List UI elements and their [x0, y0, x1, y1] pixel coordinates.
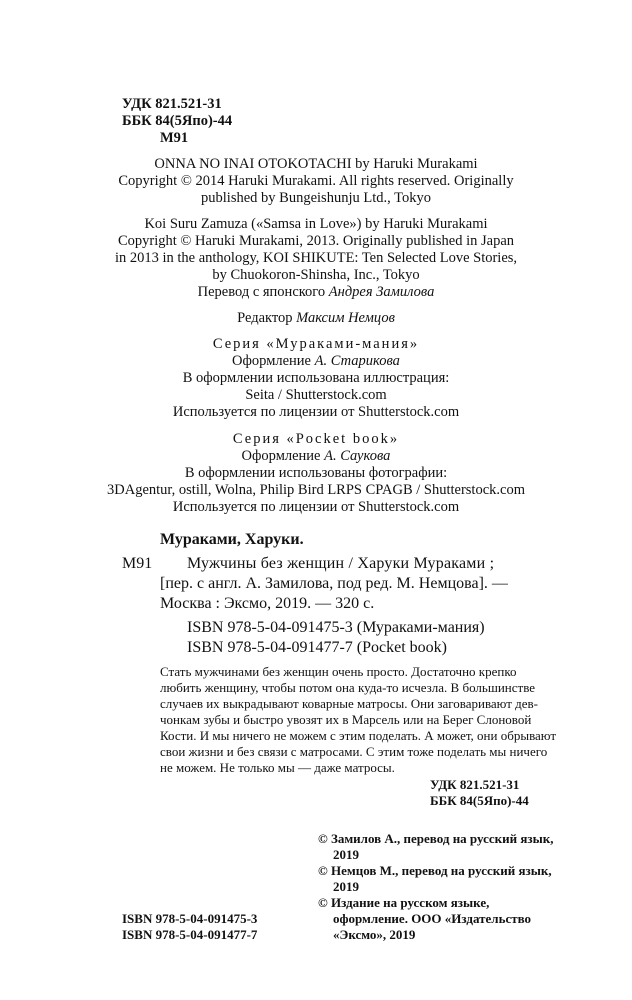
- copyright-line: Copyright © 2014 Haruki Murakami. All rights reserved. Originally: [118, 173, 514, 189]
- annotation-line: Стать мужчинами без женщин очень просто. Достаточно крепко: [160, 664, 517, 679]
- annotation-line: свои жизни и без связи с матросами. С этим тоже поделать мы ничего: [160, 744, 548, 759]
- catalog-code: М91: [122, 555, 153, 572]
- rights-line: © Замилов А., перевод на русский язык,: [318, 831, 554, 846]
- annotation-line: случаев их выкрадывают коварные матросы. Они заговаривают дев-: [160, 696, 539, 711]
- annotation-line: любить женщину, чтобы потом она куда-то исчезла. В большинстве: [160, 680, 536, 695]
- rights-line: 2019: [333, 879, 359, 894]
- translator-name: Андрея Замилова: [328, 284, 435, 300]
- rights-line: 2019: [333, 847, 359, 862]
- photo-note: 3DAgentur, ostill, Wolna, Philip Bird LRPS CPAGB / Shutterstock.com: [107, 482, 525, 498]
- rights-line: © Издание на русском языке,: [318, 895, 490, 910]
- illustration-note: Используется по лицензии от Shutterstock.com: [172, 404, 460, 420]
- editor-name: Максим Немцов: [296, 310, 395, 326]
- designer-name: А. Саукова: [324, 448, 391, 464]
- illustration-note: В оформлении использована иллюстрация:: [182, 370, 450, 386]
- series-title: Серия «Pocket book»: [232, 431, 400, 447]
- catalog-bbk: ББК 84(5Япо)-44: [430, 793, 529, 808]
- rights-line: оформление. ООО «Издательство: [333, 911, 532, 926]
- bbk-code: ББК 84(5Япо)-44: [122, 113, 233, 129]
- copyright-line: published by Bungeishunju Ltd., Tokyo: [201, 190, 431, 206]
- annotation-line: чонкам зубы и быстро увозят их в Марсель или на Берег Слоновой: [160, 712, 532, 727]
- editor-label: Редактор: [237, 310, 297, 326]
- catalog-author: Мураками, Харуки.: [160, 531, 304, 548]
- catalog-line: [пер. с англ. А. Замилова, под ред. М. Немцова]. —: [160, 575, 508, 592]
- design-label: Оформление: [232, 353, 315, 369]
- copyright-line: Koi Suru Zamuza («Samsa in Love») by Haruki Murakami: [144, 216, 488, 232]
- design-label: Оформление: [241, 448, 325, 464]
- catalog-line: Мужчины без женщин / Харуки Мураками ;: [187, 555, 495, 572]
- annotation-line: Кости. И мы ничего не можем с этим поделать. А может, они обрывают: [160, 728, 557, 743]
- design-credit: [0, 448, 632, 464]
- rights-line: «Эксмо», 2019: [333, 927, 416, 942]
- udk-code: УДК 821.521-31: [122, 96, 222, 112]
- catalog-isbn: ISBN 978-5-04-091475-3 (Мураками-мания): [187, 619, 485, 636]
- design-credit: [0, 353, 632, 369]
- copyright-line: ONNA NO INAI OTOKOTACHI by Haruki Murakami: [154, 156, 478, 172]
- isbn-bottom: ISBN 978-5-04-091477-7: [122, 927, 258, 942]
- author-mark-code: М91: [160, 130, 189, 146]
- series-title: Серия «Мураками-мания»: [212, 336, 420, 352]
- annotation-line: не можем. Не только мы — даже матросы.: [160, 760, 395, 775]
- copyright-line: in 2013 in the anthology, KOI SHIKUTE: Ten Selected Love Stories,: [114, 250, 518, 266]
- catalog-isbn: ISBN 978-5-04-091477-7 (Pocket book): [187, 639, 447, 656]
- photo-note: Используется по лицензии от Shutterstock.com: [172, 499, 460, 515]
- copyright-line: by Chuokoron-Shinsha, Inc., Tokyo: [212, 267, 420, 283]
- isbn-bottom: ISBN 978-5-04-091475-3: [122, 911, 258, 926]
- translation-credit: [0, 284, 632, 300]
- rights-line: © Немцов М., перевод на русский язык,: [318, 863, 552, 878]
- copyright-line: Copyright © Haruki Murakami, 2013. Originally published in Japan: [117, 233, 515, 249]
- designer-name: А. Старикова: [314, 353, 400, 369]
- photo-note: В оформлении использованы фотографии:: [184, 465, 448, 481]
- editor-credit: [0, 310, 632, 326]
- catalog-line: Москва : Эксмо, 2019. — 320 с.: [160, 595, 375, 612]
- illustration-note: Seita / Shutterstock.com: [245, 387, 387, 403]
- catalog-udk: УДК 821.521-31: [430, 777, 520, 792]
- translation-label: Перевод с японского: [197, 284, 329, 300]
